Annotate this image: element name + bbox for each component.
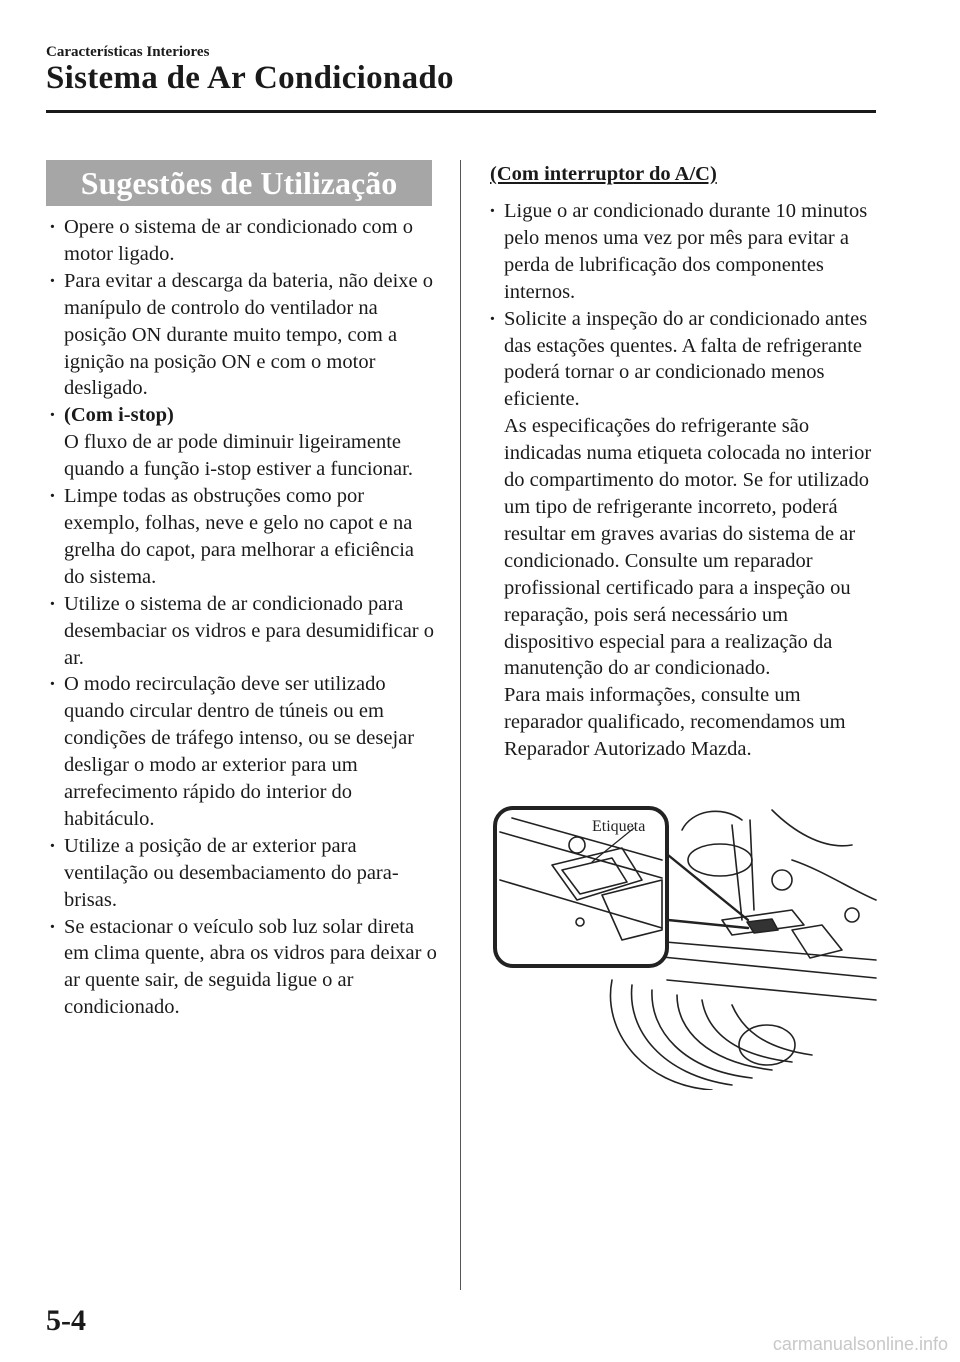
panel-edge <box>667 980 876 1000</box>
header-rule <box>46 110 876 113</box>
item-text: · Opere o sistema de ar condicionado com o motor ligado. <box>64 216 413 265</box>
bolt <box>772 870 792 890</box>
hose-line <box>772 810 852 846</box>
ac-tips-list <box>486 198 878 763</box>
item-text: · Solicite a inspeção do ar condicionado antes das estações quentes. A falta de refrigerante poderá tornar o ar condicionado menos eficiente. <box>504 307 868 411</box>
item-text: · Utilize o sistema de ar condicionado para desembaciar os vidros e para desumidificar o ar. <box>64 592 435 669</box>
list-item <box>46 402 438 483</box>
page-number: 5-4 <box>46 1304 86 1337</box>
emblem <box>739 1025 795 1065</box>
tips-list <box>46 214 438 1021</box>
item-paragraph: As especificações do refrigerante são indicadas numa etiqueta colocada no interior do compartimento do motor. Se for utilizado um tipo de refrigerante incorreto, poderá resultar em graves avarias do sistema de ar condicionado. Consulte um reparador profissional certificado para a inspeção ou reparação, pois será necessário um dispositivo especial para a realização da manutenção do ar condicionado. <box>504 415 872 680</box>
column-divider <box>460 160 461 1290</box>
section-heading: Características Interiores <box>46 44 210 60</box>
item-text: · Limpe todas as obstruções como por exemplo, folhas, neve e gelo no capot e na grelha do capot, para melhorar a eficiência do sistema. <box>64 485 415 588</box>
grille-slat <box>732 1005 812 1055</box>
item-text: · Ligue o ar condicionado durante 10 minutos pelo menos uma vez por mês para evitar a perda de lubrificação dos componentes internos. <box>504 200 868 303</box>
label-callout: Etiqueta <box>592 818 646 835</box>
list-item <box>46 833 438 914</box>
tips-banner: Sugestões de Utilização <box>46 160 432 206</box>
list-item <box>46 268 438 403</box>
list-item <box>46 591 438 672</box>
item-paragraph: Para mais informações, consulte um reparador qualificado, recomendamos um Reparador Autorizado Mazda. <box>504 684 846 761</box>
panel-edge <box>642 955 876 978</box>
hose-line <box>792 860 876 900</box>
ac-switch-subheading: (Com interruptor do A/C) <box>490 163 717 185</box>
item-text: · O modo recirculação deve ser utilizado quando circular dentro de túneis ou em condições de tráfego intenso, ou se desejar desligar o modo ar exterior para um arrefecimento rápido do interior do habitáculo. <box>64 673 415 830</box>
bolt <box>845 908 859 922</box>
page-title: Sistema de Ar Condicionado <box>46 60 454 96</box>
label-sticker <box>747 919 778 933</box>
item-heading: · (Com i-stop) <box>64 404 174 427</box>
list-item <box>486 306 878 763</box>
right-column <box>486 160 878 763</box>
footer-watermark: carmanualsonline.info <box>772 1334 948 1354</box>
refrigerant-label-illustration <box>492 800 878 1090</box>
item-text: · Para evitar a descarga da bateria, não deixe o manípulo de controlo do ventilador na posição ON durante muito tempo, com a ignição na posição ON e com o motor desligado. <box>64 269 433 400</box>
item-text: · Utilize a posição de ar exterior para ventilação ou desembaciamento do para-brisas. <box>64 834 399 911</box>
reservoir-cap <box>688 844 752 876</box>
list-item <box>46 914 438 1022</box>
item-text: O fluxo de ar pode diminuir ligeiramente quando a função i-stop estiver a funcionar. <box>64 431 413 481</box>
item-text: · Se estacionar o veículo sob luz solar direta em clima quente, abra os vidros para deixar o ar quente sair, de seguida ligue o ar condicionado. <box>64 915 437 1019</box>
list-item <box>486 198 878 306</box>
left-column <box>46 214 438 1021</box>
grille-outline <box>610 980 712 1090</box>
list-item <box>46 671 438 832</box>
list-item <box>46 214 438 268</box>
list-item <box>46 483 438 591</box>
